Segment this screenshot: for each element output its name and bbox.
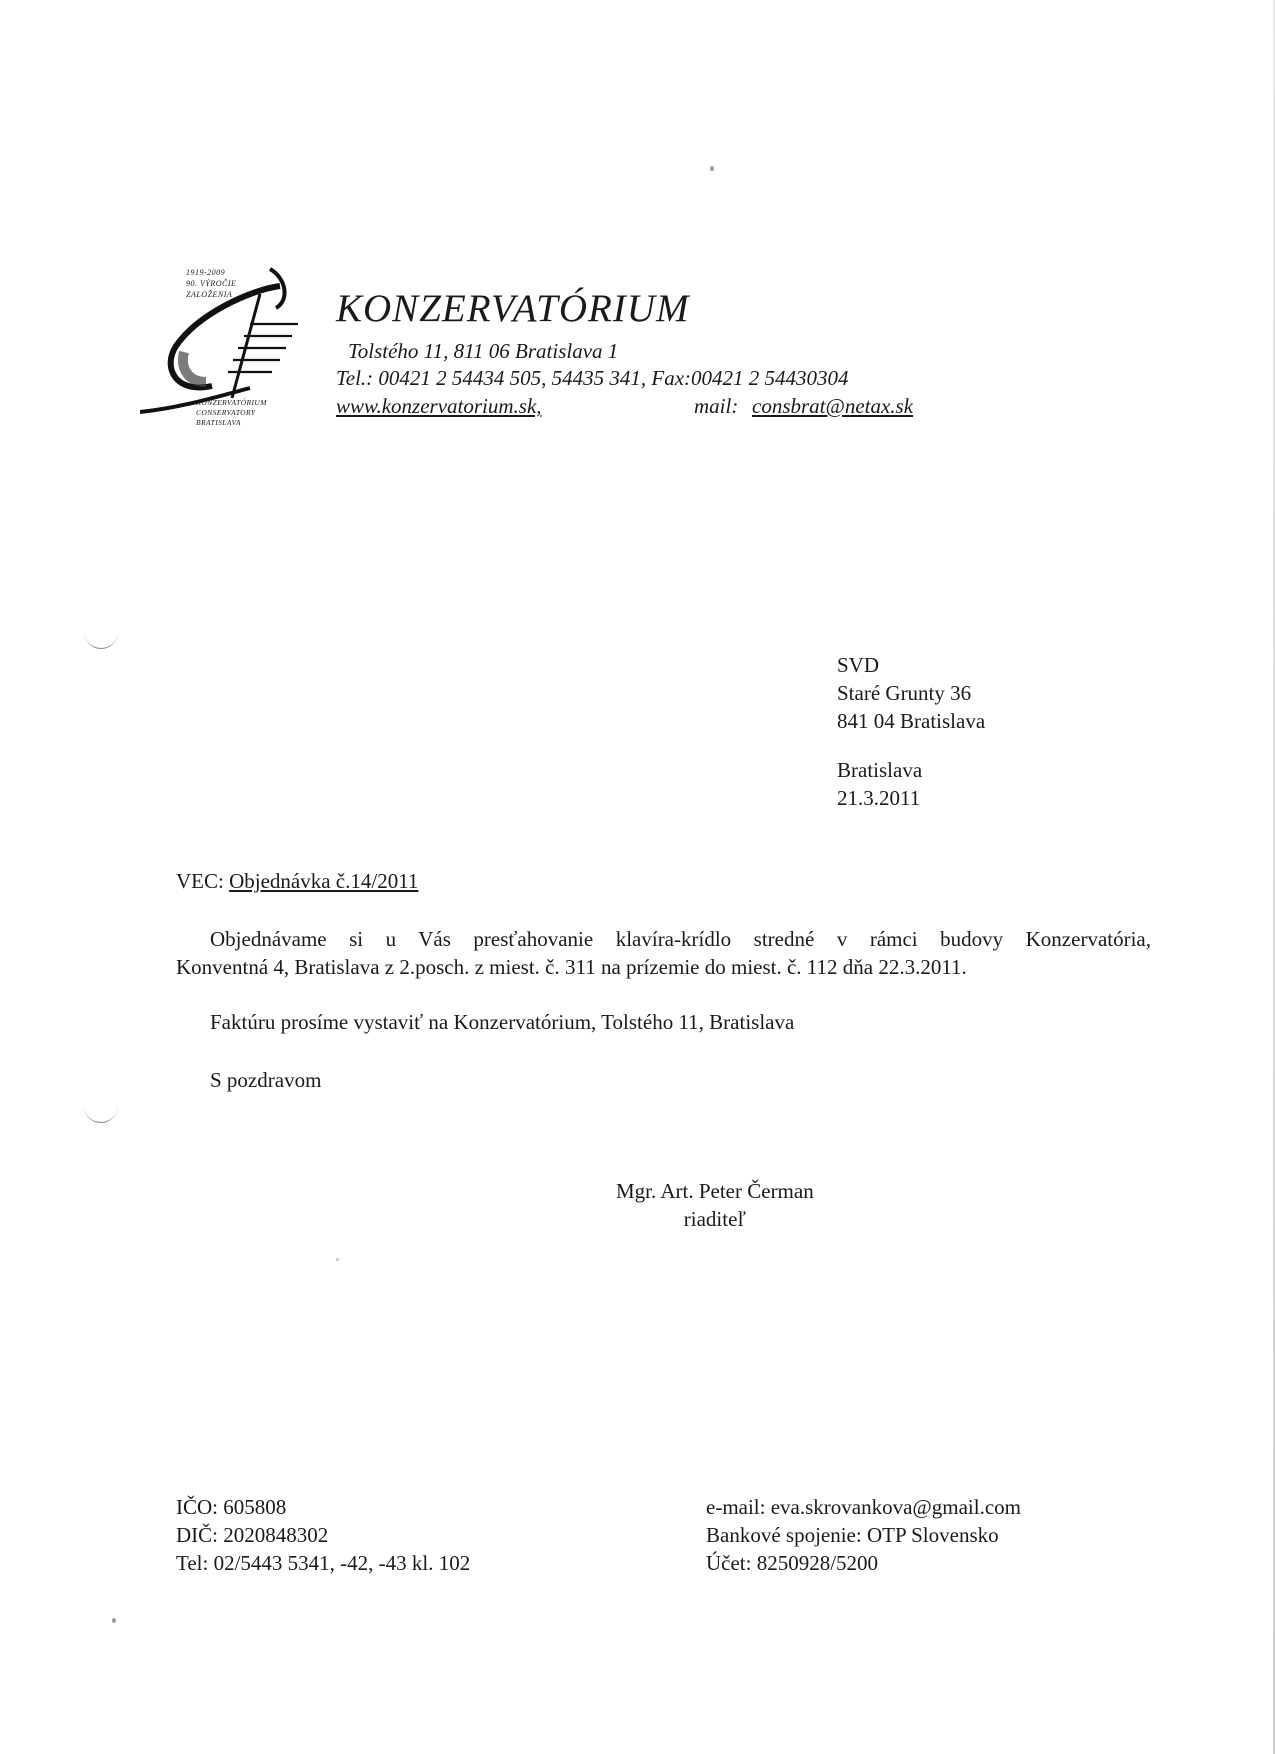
invoice-paragraph: Faktúru prosíme vystaviť na Konzervatórium, Tolstého 11, Bratislava: [210, 1010, 795, 1034]
organization-email-link[interactable]: consbrat@netax.sk: [752, 394, 914, 418]
recipient-address: [837, 651, 985, 735]
footer-dic: DIČ: 2020848302: [176, 1523, 329, 1547]
signatory-name: Mgr. Art. Peter Čerman: [616, 1179, 814, 1203]
letter-subject: [176, 867, 418, 895]
letter-place: Bratislava: [837, 758, 923, 782]
logo-anniversary-line3: ZALOŽENIA: [186, 290, 233, 299]
scan-speck: [710, 166, 714, 171]
letter-date: 21.3.2011: [837, 786, 921, 810]
logo-org-en: CONSERVATORY: [196, 408, 256, 417]
organization-address: Tolstého 11, 811 06 Bratislava 1: [348, 339, 619, 363]
organization-mail-label: mail:: [694, 394, 739, 418]
logo-city: BRATISLAVA: [196, 418, 241, 427]
recipient-city: 841 04 Bratislava: [837, 709, 986, 733]
logo-years: 1919-2009: [186, 268, 226, 277]
punch-hole-mark: [84, 626, 118, 649]
order-paragraph-line-1: Objednávame si u Vás presťahovanie klavíra-krídlo stredné v rámci budovy Konzervatória,: [210, 927, 1151, 951]
footer-bank: Bankové spojenie: OTP Slovensko: [706, 1523, 999, 1547]
conservatory-logo: [140, 264, 300, 444]
order-paragraph-line-2: Konventná 4, Bratislava z 2.posch. z miest. č. 311 na prízemie do miest. č. 112 dňa 22.3.2011.: [176, 955, 967, 979]
logo-anniversary-text: [186, 267, 276, 300]
subject-label: VEC:: [176, 869, 230, 893]
footer-email: e-mail: eva.skrovankova@gmail.com: [706, 1495, 1021, 1519]
place-and-date: [837, 756, 922, 812]
signatory-title: riaditeľ: [683, 1207, 746, 1231]
order-paragraph: [176, 925, 1151, 981]
organization-phone-fax: Tel.: 00421 2 54434 505, 54435 341, Fax:00421 2 54430304: [336, 366, 849, 390]
footer-company-ids: [176, 1493, 470, 1577]
recipient-name: SVD: [837, 653, 880, 677]
logo-caption: [196, 398, 267, 428]
footer-tel: Tel: 02/5443 5341, -42, -43 kl. 102: [176, 1551, 471, 1575]
footer-ico: IČO: 605808: [176, 1495, 287, 1519]
footer-contact-bank: [706, 1493, 1021, 1577]
punch-hole-mark: [84, 1100, 118, 1123]
recipient-street: Staré Grunty 36: [837, 681, 972, 705]
logo-org-sk: KONZERVATÓRIUM: [196, 398, 267, 407]
signature-block: [616, 1177, 814, 1233]
footer-account: Účet: 8250928/5200: [706, 1551, 879, 1575]
closing-greeting: S pozdravom: [210, 1068, 322, 1092]
scan-speck: [336, 1258, 339, 1261]
organization-website-link[interactable]: www.konzervatorium.sk,: [336, 394, 542, 418]
subject-text: Objednávka č.14/2011: [229, 869, 419, 893]
logo-anniversary-line2: 90. VÝROČIE: [186, 279, 237, 288]
scan-speck: [112, 1618, 116, 1623]
organization-name: KONZERVATÓRIUM: [336, 287, 690, 330]
